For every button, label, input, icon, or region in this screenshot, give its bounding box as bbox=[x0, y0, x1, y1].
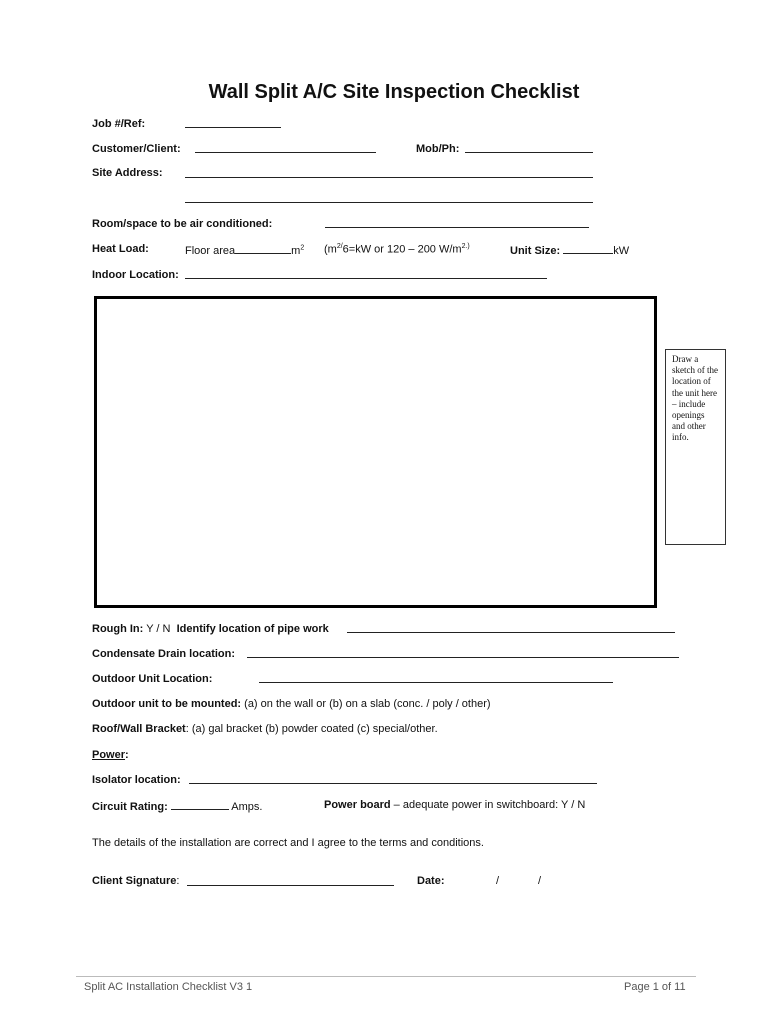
heat-formula-sup-b: 2.) bbox=[461, 243, 470, 250]
customer-label: Customer/Client: bbox=[92, 143, 181, 155]
agreement-text: The details of the installation are correct and I agree to the terms and conditions. bbox=[92, 837, 484, 849]
outdoor-mounted-group bbox=[92, 698, 491, 710]
unit-size-label: Unit Size: bbox=[510, 245, 561, 257]
outdoor-location-label: Outdoor Unit Location: bbox=[92, 673, 213, 685]
site-address-label: Site Address: bbox=[92, 167, 163, 179]
pipe-work-label: Identify location of pipe work bbox=[176, 623, 329, 635]
signature-label: Client Signature bbox=[92, 875, 177, 887]
power-label: Power bbox=[92, 749, 126, 761]
heat-formula-part-a: (m bbox=[324, 243, 337, 256]
date-slash-2: / bbox=[538, 875, 542, 887]
mob-label: Mob/Ph: bbox=[416, 143, 460, 155]
signature-colon: : bbox=[176, 875, 180, 887]
condensate-label: Condensate Drain location: bbox=[92, 648, 236, 660]
indoor-location-field[interactable] bbox=[185, 278, 547, 279]
floor-area-label: Floor area bbox=[185, 245, 236, 257]
bracket-label: Roof/Wall Bracket bbox=[92, 723, 186, 735]
date-slash-1: / bbox=[496, 875, 500, 887]
circuit-unit: Amps. bbox=[231, 801, 263, 813]
footer-divider bbox=[76, 976, 696, 977]
footer-page-number: Page 1 of 11 bbox=[624, 981, 686, 993]
site-address-field-1[interactable] bbox=[185, 177, 593, 178]
floor-area-unit: m bbox=[291, 245, 301, 257]
unit-size-group bbox=[510, 243, 629, 257]
page-title: Wall Split A/C Site Inspection Checklist bbox=[208, 81, 580, 103]
job-ref-field[interactable] bbox=[185, 127, 281, 128]
signature-field[interactable] bbox=[187, 885, 394, 886]
rough-in-label: Rough In: bbox=[92, 623, 144, 635]
customer-field[interactable] bbox=[195, 152, 376, 153]
unit-size-unit: kW bbox=[613, 245, 630, 257]
condensate-field[interactable] bbox=[247, 657, 679, 658]
circuit-field[interactable] bbox=[171, 799, 229, 810]
power-board-text[interactable]: – adequate power in switchboard: Y / N bbox=[390, 799, 586, 811]
heat-formula-part-b: 6=kW or 120 – 200 W/m bbox=[342, 243, 462, 256]
heat-formula bbox=[324, 243, 470, 256]
site-address-field-2[interactable] bbox=[185, 202, 593, 203]
floor-area-group bbox=[185, 243, 304, 257]
indoor-location-label: Indoor Location: bbox=[92, 269, 179, 281]
power-board-group bbox=[324, 799, 585, 811]
power-colon: : bbox=[125, 749, 129, 761]
rough-in-options[interactable]: Y / N bbox=[146, 623, 171, 635]
sketch-instruction-note: Draw a sketch of the location of the unit here – include openings and other info. bbox=[665, 349, 726, 545]
footer-document-name: Split AC Installation Checklist V3 1 bbox=[84, 981, 253, 993]
bracket-group bbox=[92, 723, 438, 735]
rough-in-group bbox=[92, 623, 329, 635]
unit-size-field[interactable] bbox=[563, 243, 613, 254]
heat-formula-sup-a: 2/ bbox=[336, 243, 343, 250]
date-label: Date: bbox=[417, 875, 445, 887]
room-label: Room/space to be air conditioned: bbox=[92, 218, 273, 230]
isolator-label: Isolator location: bbox=[92, 774, 181, 786]
bracket-options[interactable]: : (a) gal bracket (b) powder coated (c) special/other. bbox=[185, 723, 438, 735]
heat-load-label: Heat Load: bbox=[92, 243, 149, 255]
circuit-group bbox=[92, 799, 262, 813]
isolator-field[interactable] bbox=[189, 783, 597, 784]
mob-field[interactable] bbox=[465, 152, 593, 153]
outdoor-mounted-label: Outdoor unit to be mounted: bbox=[92, 698, 242, 710]
pipe-work-field[interactable] bbox=[347, 632, 675, 633]
sketch-box[interactable] bbox=[94, 296, 657, 608]
power-heading bbox=[92, 749, 129, 761]
room-field[interactable] bbox=[325, 227, 589, 228]
outdoor-mounted-options[interactable]: (a) on the wall or (b) on a slab (conc. / poly / other) bbox=[244, 698, 491, 710]
power-board-label: Power board bbox=[324, 799, 391, 811]
floor-area-unit-sup: 2 bbox=[300, 244, 305, 252]
outdoor-location-field[interactable] bbox=[259, 682, 613, 683]
circuit-label: Circuit Rating: bbox=[92, 801, 168, 813]
signature-group bbox=[92, 875, 179, 887]
floor-area-field[interactable] bbox=[235, 243, 291, 254]
job-ref-label: Job #/Ref: bbox=[92, 118, 146, 130]
